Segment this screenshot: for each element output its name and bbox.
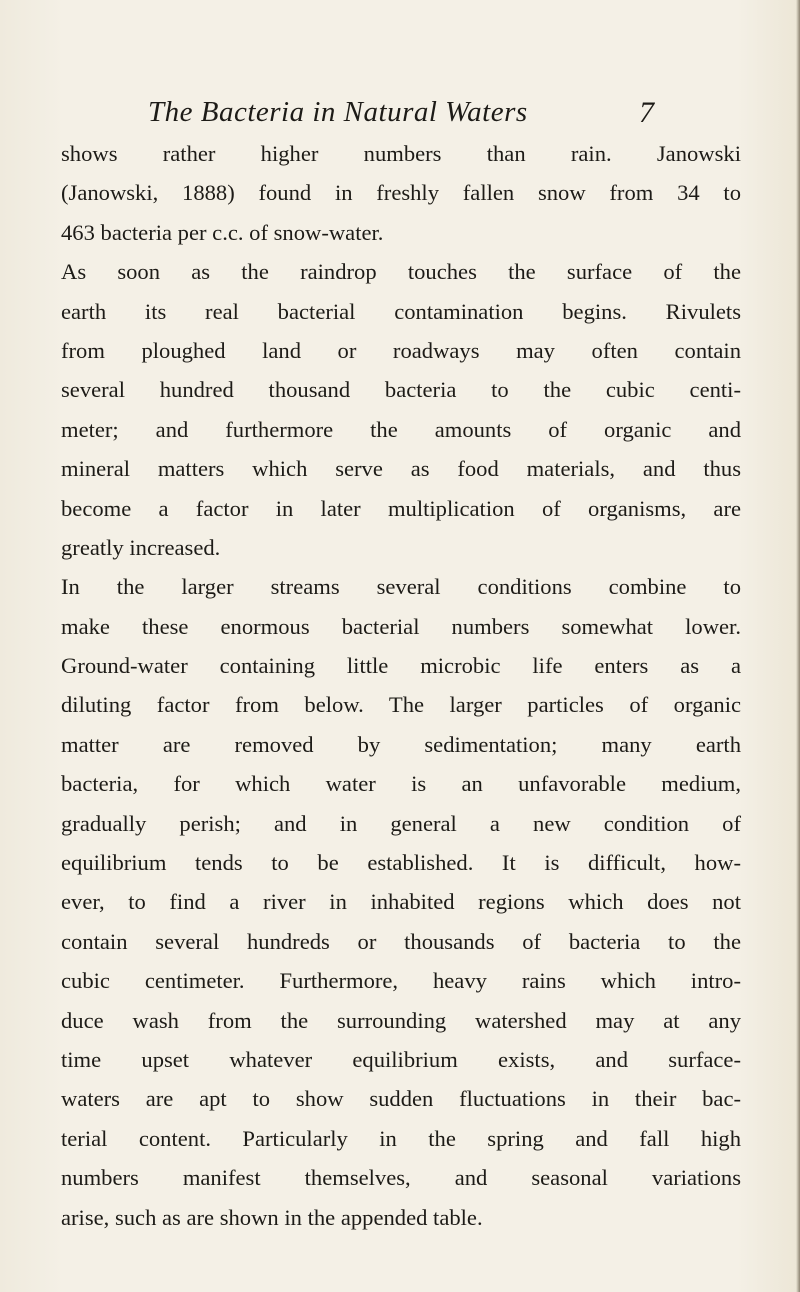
text-line: arise, such as are shown in the appended table. (61, 1204, 483, 1230)
text-line: mineral matters which serve as food materials, and thus (61, 456, 741, 482)
text-line: numbers manifest themselves, and seasonal variations (61, 1165, 741, 1191)
text-line: greatly increased. (61, 534, 221, 560)
text-line: contain several hundreds or thousands of bacteria to the (61, 928, 741, 954)
text-line: cubic centimeter. Furthermore, heavy rains which intro- (61, 968, 741, 994)
body-text (61, 134, 741, 1237)
page-header (148, 96, 654, 132)
page-edge-shadow (796, 0, 800, 1292)
text-line: ever, to find a river in inhabited regions which does not (61, 889, 741, 915)
text-line: meter; and furthermore the amounts of organic and (61, 416, 741, 442)
text-line: In the larger streams several conditions combine to (61, 574, 741, 600)
text-line: (Janowski, 1888) found in freshly fallen snow from 34 to (61, 180, 741, 206)
text-line: As soon as the raindrop touches the surface of the (61, 259, 741, 285)
text-line: duce wash from the surrounding watershed may at any (61, 1007, 741, 1033)
text-line: Ground-water containing little microbic life enters as a (61, 653, 741, 679)
text-line: matter are removed by sedimentation; many earth (61, 731, 741, 757)
text-line: several hundred thousand bacteria to the cubic centi- (61, 377, 741, 403)
text-line: gradually perish; and in general a new condition of (61, 810, 741, 836)
text-line: diluting factor from below. The larger particles of organic (61, 692, 741, 718)
text-line: shows rather higher numbers than rain. Janowski (61, 141, 741, 166)
text-line: from ploughed land or roadways may often contain (61, 337, 741, 363)
text-line: make these enormous bacterial numbers somewhat lower. (61, 613, 741, 639)
text-line: equilibrium tends to be established. It is difficult, how- (61, 850, 741, 876)
text-line: waters are apt to show sudden fluctuations in their bac- (61, 1086, 741, 1112)
text-line: terial content. Particularly in the spring and fall high (61, 1125, 741, 1151)
running-title: The Bacteria in Natural Waters (148, 96, 528, 128)
text-line: time upset whatever equilibrium exists, and surface- (61, 1046, 741, 1072)
text-line: become a factor in later multiplication of organisms, are (61, 495, 741, 521)
text-line: 463 bacteria per c.c. of snow-water. (61, 219, 384, 245)
text-line: earth its real bacterial contamination begins. Rivulets (61, 298, 741, 324)
page-number: 7 (639, 96, 654, 129)
text-line: bacteria, for which water is an unfavorable medium, (61, 771, 741, 797)
